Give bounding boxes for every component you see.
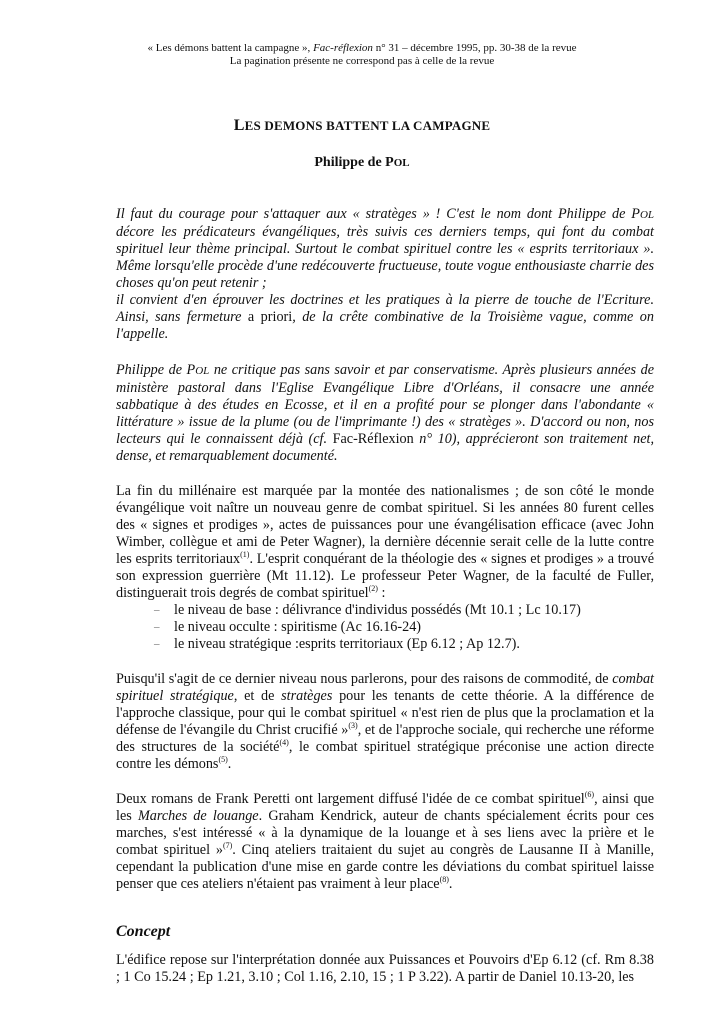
dash-bullet: – [154, 638, 160, 650]
footnote-ref: (5) [218, 755, 228, 764]
intro-paragraph: Il faut du courage pour s'attaquer aux « stratèges » ! C'est le nom dont Philippe de POL décore les prédicateurs évangéliques, très suivis ces derniers temps, qui font du combat spirituel leur thème principal. Surtout le combat spirituel contre les « esprits territoriaux ». Même lorsqu'elle procède d'une redécouverte fructueuse, toute vogue enthousiaste charrie des choses qu'on peut retenir ; [116, 206, 654, 291]
footnote-ref: (7) [222, 841, 233, 850]
citation-text: n° 31 – décembre 1995, pp. 30-38 de la revue [372, 42, 577, 54]
dash-bullet: – [154, 604, 160, 616]
journal-name: Fac-réflexion [313, 42, 373, 54]
list-item: – le niveau de base : délivrance d'individus possédés (Mt 10.1 ; Lc 10.17) [154, 602, 581, 618]
footnote-ref: (4) [279, 738, 289, 747]
combat-levels-list [116, 602, 654, 653]
footnote-ref: (6) [584, 790, 595, 799]
footnote-ref: (3) [348, 721, 358, 730]
body-paragraph: Puisqu'il s'agit de ce dernier niveau nous parlerons, pour des raisons de commodité, de combat spirituel stratégique, et de stratèges pour les tenants de cette théorie. A la différence de l'approche classique, pour qui le combat spirituel « n'est rien de plus que la proclamation et la défense de l'évangile du Christ crucifié »$^{(3)}$, et de l'approche sociale, qui recherche une réforme des structures de la société$^{(4)}$, le combat spirituel stratégique préconise une action directe contre les démons$^{(5)}$. [116, 671, 654, 772]
article-body [116, 206, 654, 986]
footnote-ref: (2) [368, 584, 378, 593]
intro-paragraph: Philippe de POL ne critique pas sans savoir et par conservatisme. Après plusieurs années de ministère pastoral dans l'Eglise Evangélique Libre d'Orléans, il consacre une année sabbatique à des études en Ecosse, et il en a profité pour se plonger dans l'abondante « littérature » issue de la plume (ou de l'imprimante !) des « stratèges ». D'accord ou non, nos lecteurs qui le connaissent déjà (cf. Fac-Réflexion n° 10), apprécieront son traitement net, dense, et remarquablement documenté. [116, 362, 654, 464]
dash-bullet: – [154, 621, 160, 633]
list-item: – le niveau occulte : spiritisme (Ac 16.16-24) [154, 619, 422, 635]
body-paragraph: La fin du millénaire est marquée par la montée des nationalismes ; de son côté le monde évangélique voit naître un nouveau genre de combat spirituel. Si les années 80 furent celles des « signes et prodiges », actes de puissances pour une évangélisation efficace (avec John Wimber, collègue et ami de Peter Wagner), la dernière décennie serait celle de la lutte contre les esprits territoriaux$^{(1)}$. L'esprit conquérant de la théologie des « signes et prodiges » a trouvé son expression guerrière (Mt 11.12). Le professeur Peter Wagner, de la faculté de Fuller, distinguerait trois degrés de combat spirituel$^{(2)}$ : [116, 483, 655, 601]
footnote-ref: (8) [439, 875, 449, 884]
body-paragraph: L'édifice repose sur l'interprétation donnée aux Puissances et Pouvoirs d'Ep 6.12 (cf. Rm 8.38 ; 1 Co 15.24 ; Ep 1.21, 3.10 ; Col 1.16, 2.10, 15 ; 1 P 3.22). A partir de Daniel 10.13-20, les [116, 952, 654, 985]
page-header [0, 42, 724, 68]
list-item: – le niveau stratégique :esprits territoriaux (Ep 6.12 ; Ap 12.7). [154, 636, 520, 652]
citation-text: « Les démons battent la campagne », [147, 42, 314, 54]
intro-paragraph: il convient d'en éprouver les doctrines et les pratiques à la pierre de touche de l'Ecriture. Ainsi, sans fermeture a priori, de la crête combinative de la Troisième vague, comme on l'appelle. [116, 292, 654, 342]
section-heading: Concept [116, 923, 171, 940]
author-name: Philippe de POL [314, 155, 410, 170]
pagination-note: La pagination présente ne correspond pas à celle de la revue [229, 55, 495, 67]
body-paragraph: Deux romans de Frank Peretti ont largement diffusé l'idée de ce combat spirituel$^{(6)}$, ainsi que les Marches de louange. Graham Kendrick, auteur de chants spécialement écrits pour ces marches, s'est intéressé « à la dynamique de la louange et à ses liens avec la prière et le combat spirituel »$^{(7)}$. Cinq ateliers traitaient du sujet au congrès de Lausanne II à Manille, cependant la publication d'une mise en garde contre les déviations du combat spirituel laisse penser que ces ateliers n'étaient pas vraiment à leur place$^{(8)}$. [116, 790, 655, 892]
citation-line [0, 42, 724, 55]
article-title: LES DEMONS BATTENT LA CAMPAGNE [233, 117, 491, 134]
footnote-ref: (1) [240, 550, 250, 559]
